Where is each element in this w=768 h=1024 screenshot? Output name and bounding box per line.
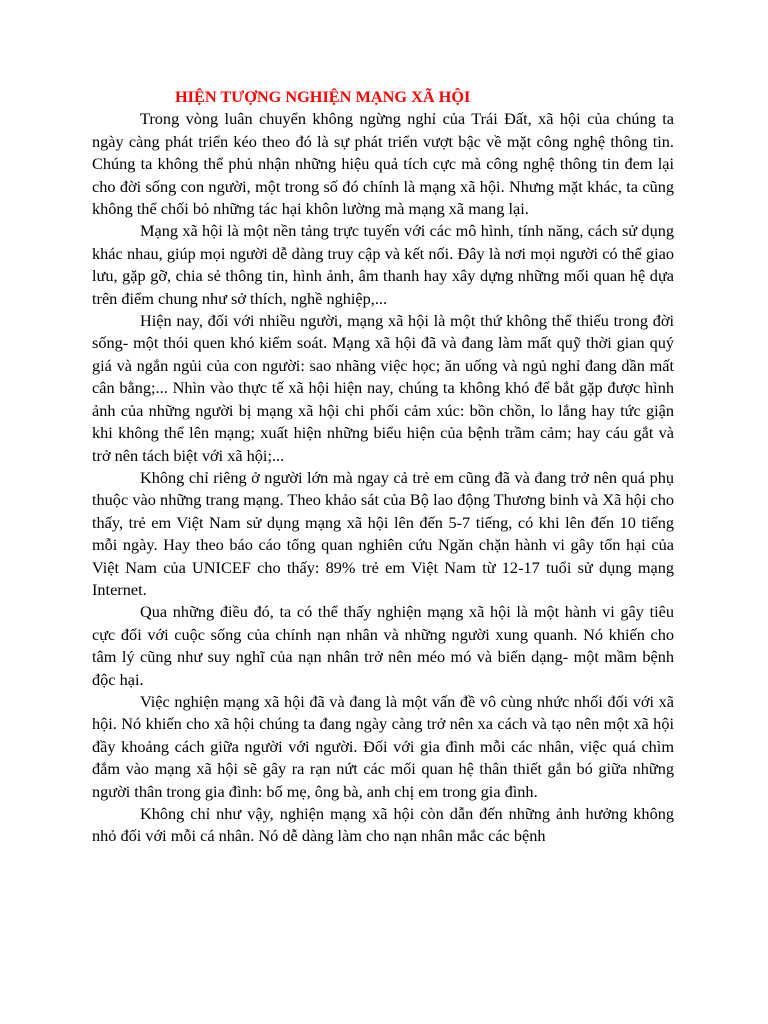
paragraph-7: Không chỉ như vậy, nghiện mạng xã hội còn dẫn đến những ảnh hưởng không nhỏ đối với mỗi cá nhân. Nó dễ dàng làm cho nạn nhân mắc các bệnh	[92, 804, 674, 846]
paragraph-6: Việc nghiện mạng xã hội đã và đang là một vấn đề vô cùng nhức nhối đối với xã hội. Nó khiến cho xã hội chúng ta đang ngày càng trở nên xa cách và tạo nên một xã hội đầy khoảng cách giữa người với người. Đối với gia đình mỗi các nhân, việc quá chìm đắm vào mạng xã hội sẽ gây ra rạn nứt các mối quan hệ thân thiết gắn bó giữa những người thân trong gia đình: bố mẹ, ông bà, anh chị em trong gia đình.	[92, 691, 674, 801]
paragraph-2: Mạng xã hội là một nền tảng trực tuyến với các mô hình, tính năng, cách sử dụng khác nhau, giúp mọi người dễ dàng truy cập và kết nối. Đây là nơi mọi người có thể giao lưu, gặp gỡ, chia sẻ thông tin, hình ảnh, âm thanh hay xây dựng những mối quan hệ dựa trên điểm chung như sở thích, nghề nghiệp,...	[92, 221, 674, 308]
document-title: HIỆN TƯỢNG NGHIỆN MẠNG XÃ HỘI	[175, 87, 471, 106]
paragraph-1: Trong vòng luân chuyển không ngừng nghỉ của Trái Đất, xã hội của chúng ta ngày càng phát triển kéo theo đó là sự phát triển vượt bậc về mặt công nghệ thông tin. Chúng ta không thể phủ nhận những hiệu quả tích cực mà công nghệ thông tin đem lại cho đời sống con người, một trong số đó chính là mạng xã hội. Nhưng mặt khác, ta cũng không thể chối bỏ những tác hại khôn lường mà mạng xã mang lại.	[92, 109, 674, 219]
paragraph-4: Không chỉ riêng ở người lớn mà ngay cả trẻ em cũng đã và đang trở nên quá phụ thuộc vào những trang mạng. Theo khảo sát của Bộ lao động Thương binh và Xã hội cho thấy, trẻ em Việt Nam sử dụng mạng xã hội lên đến 5-7 tiếng, có khi lên đến 10 tiếng mỗi ngày. Hay theo báo cáo tổng quan nghiên cứu Ngăn chặn hành vi gây tổn hại của Việt Nam của UNICEF cho thấy: 89% trẻ em Việt Nam từ 12-17 tuổi sử dụng mạng Internet.	[92, 467, 674, 599]
paragraph-5: Qua những điều đó, ta có thể thấy nghiện mạng xã hội là một hành vi gây tiêu cực đối với cuộc sống của chính nạn nhân và những người xung quanh. Nó khiến cho tâm lý cũng như suy nghĩ của nạn nhân trở nên méo mó và biến dạng- một mầm bệnh độc hại.	[92, 602, 674, 689]
document-page	[92, 86, 674, 848]
paragraph-3: Hiện nay, đối với nhiều người, mạng xã hội là một thứ không thể thiếu trong đời sống- một thói quen khó kiểm soát. Mạng xã hội đã và đang làm mất quỹ thời gian quý giá và ngắn ngủi của con người: sao nhãng việc học; ăn uống và ngủ nghỉ đang dần mất cân bằng;... Nhìn vào thực tế xã hội hiện nay, chúng ta không khó để bắt gặp được hình ảnh của những người bị mạng xã hội chi phối cảm xúc: bồn chồn, lo lắng hay tức giận khi không thể lên mạng; xuất hiện những biểu hiện của bệnh trầm cảm; hay cáu gắt và trở nên tách biệt với xã hội;...	[92, 311, 674, 465]
